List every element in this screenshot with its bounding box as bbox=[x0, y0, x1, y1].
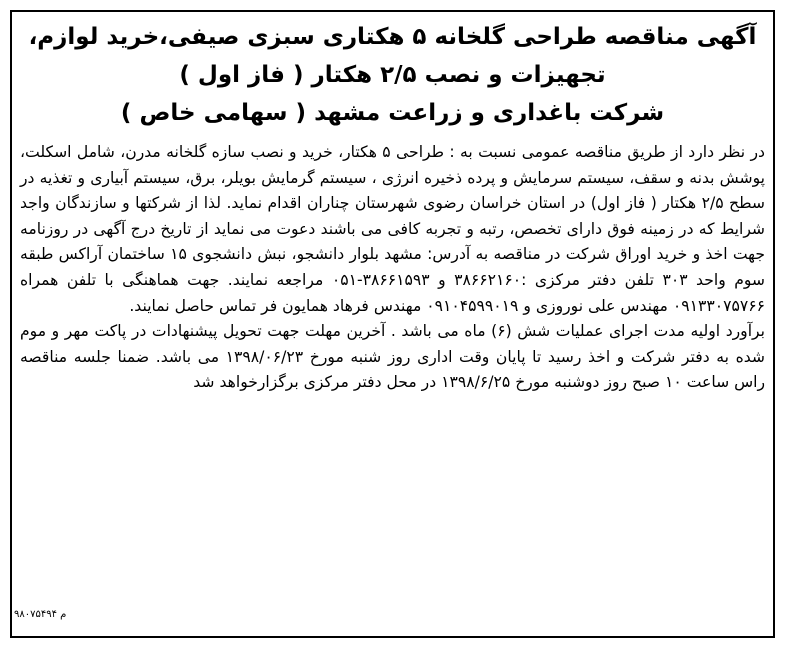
ad-title-line-2: تجهیزات و نصب ۲/۵ هکتار ( فاز اول ) bbox=[179, 62, 606, 88]
tender-advertisement bbox=[10, 10, 775, 638]
ad-body-paragraph-2: برآورد اولیه مدت اجرای عملیات شش (۶) ماه می باشد . آخرین مهلت جهت تحویل پیشنهادات در پاکت مهر و موم شده به دفتر شرکت و اخذ رسید تا پایان وقت اداری روز شنبه مورخ ۱۳۹۸/۰۶/۲۳ می باشد. ضمنا جلسه مناقصه راس ساعت ۱۰ صبح روز دوشنبه مورخ ۱۳۹۸/۶/۲۵ در محل دفتر مرکزی برگزارخواهد شد bbox=[20, 322, 765, 392]
ad-reference-code: م ۹۸۰۷۵۴۹۴ bbox=[14, 609, 67, 620]
ad-title-line-1: آگهی مناقصه طراحی گلخانه ۵ هکتاری سبزی صیفی،خرید لوازم، bbox=[28, 24, 757, 50]
ad-title-line-3-company: شرکت باغداری و زراعت مشهد ( سهامی خاص ) bbox=[120, 100, 665, 126]
ad-content bbox=[20, 18, 765, 630]
ad-body-paragraph-1: در نظر دارد از طریق مناقصه عمومی نسبت به : طراحی ۵ هکتار، خرید و نصب سازه گلخانه مدرن، شامل اسکلت، پوشش بدنه و سقف، سیستم سرمایش و پرده ذخیره انرژی ، سیستم گرمایش بویلر، برق، سیستم آبیاری و تغذیه در سطح ۲/۵ هکتار ( فاز اول) در استان خراسان رضوی شهرستان چناران اقدام نماید. لذا از شرکتها و سازندگان واجد شرایط که در زمینه فوق دارای تخصص، رتبه و تجربه کافی می باشند دعوت می نماید از تاریخ درج آگهی در روزنامه جهت اخذ و خرید اوراق شرکت در مناقصه به آدرس: مشهد بلوار دانشجو، نبش دانشجوی ۱۵ ساختمان آراکس طبقه سوم واحد ۳۰۳ تلفن دفتر مرکزی :۳۸۶۶۲۱۶۰ و ۳۸۶۶۱۵۹۳-۰۵۱ مراجعه نمایند. جهت هماهنگی با تلفن همراه ۰۹۱۳۳۰۷۵۷۶۶ مهندس علی نوروزی و ۰۹۱۰۴۵۹۹۰۱۹ مهندس فرهاد همایون فر تماس حاصل نمایند. bbox=[20, 143, 765, 315]
